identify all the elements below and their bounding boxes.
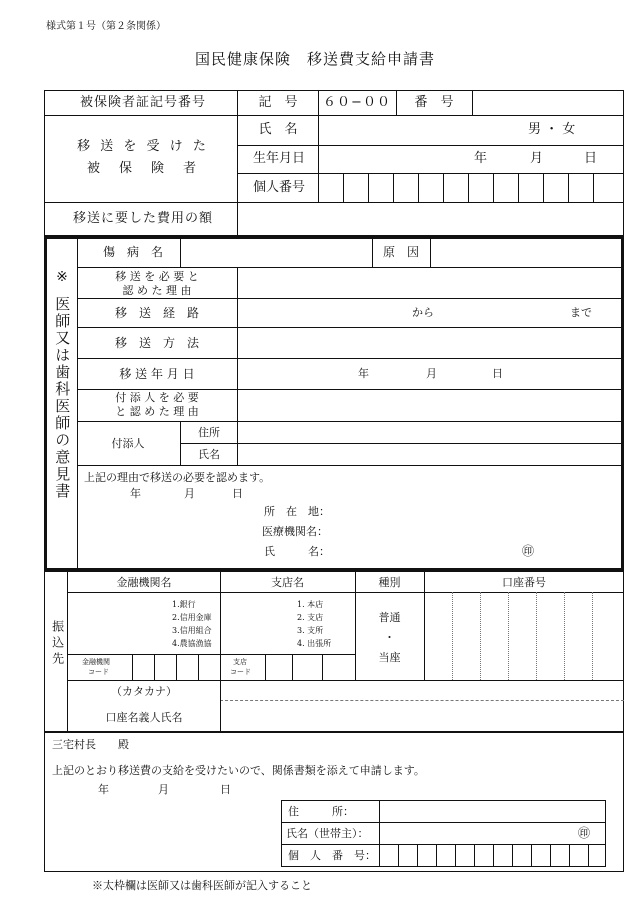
doctor-seal-mark: ㊞ [522, 544, 535, 558]
attendant-reason-1: 付 添 人 を 必 要 [115, 391, 199, 404]
branch-option-main: 1. 本店 [297, 600, 324, 609]
method-label: 移 送 方 法 [114, 336, 199, 350]
application-month: 月 [158, 783, 169, 796]
inst-option-shinkin: 2.信用金庫 [172, 613, 212, 622]
branch-option-agency: 4. 出張所 [297, 639, 332, 648]
inst-code-label-2: コード [88, 668, 109, 676]
transport-month: 月 [426, 367, 437, 380]
inst-option-bank: 1.銀行 [172, 600, 196, 609]
inst-option-shinkumi: 3.信用組合 [172, 626, 212, 635]
transfer-side-label: 振込先 [50, 620, 65, 668]
branch-code-label-1: 支店 [233, 658, 247, 666]
insured-person-label-1: 移 送 を 受 け た [77, 139, 209, 154]
application-statement: 上記のとおり移送費の支給を受けたいので、関係書類を添えて申請します。 [52, 764, 425, 777]
kigou-label: 記 号 [258, 95, 298, 110]
disease-label: 傷 病 名 [102, 245, 163, 259]
dob-year: 年 [474, 151, 488, 166]
transport-cost-label: 移送に要した費用の額 [72, 211, 213, 226]
branch-code-label-2: コード [230, 668, 251, 676]
applicant-mynumber-label: 個 人 番 号： [288, 849, 376, 862]
facility-location-label: 所 在 地： [264, 505, 330, 518]
statement-day: 日 [232, 487, 243, 500]
applicant-address-label: 住 所： [288, 805, 354, 818]
bangou-label: 番 号 [414, 95, 454, 110]
cause-label: 原 因 [382, 245, 419, 259]
attendant-label: 付添人 [111, 437, 145, 450]
route-label: 移 送 経 路 [114, 306, 199, 320]
type-option-futsu: 普通 [378, 611, 401, 624]
account-type-header: 種別 [378, 576, 401, 589]
statement-year: 年 [130, 487, 141, 500]
type-option-dot: ・ [384, 631, 395, 644]
mynumber-label: 個人番号 [252, 180, 305, 195]
dob-day: 日 [584, 151, 598, 166]
inst-option-nokyo: 4.農協漁協 [172, 639, 212, 648]
asterisk-mark: ※ [56, 269, 68, 285]
type-option-toza: 当座 [378, 651, 401, 664]
branch-name-header: 支店名 [271, 576, 304, 589]
transport-date-label: 移 送 年 月 日 [119, 367, 195, 381]
reason-label-1: 移 送 を 必 要 と [115, 270, 199, 283]
footnote: ※太枠欄は医師又は歯科医師が記入すること [92, 879, 312, 892]
form-number: 様式第１号（第２条関係） [46, 21, 166, 32]
doctor-opinion-side-label: 医師又は歯科医師の意見書 [53, 296, 72, 500]
attendant-name-label: 氏名 [198, 448, 220, 461]
applicant-seal-mark: ㊞ [578, 826, 591, 840]
applicant-head-label: 氏名（世帯主）： [286, 827, 369, 840]
transport-day: 日 [492, 367, 503, 380]
account-holder-label: 口座名義人氏名 [105, 711, 183, 724]
name-label: 氏 名 [258, 122, 298, 137]
route-from: から [412, 306, 434, 319]
doctor-name-label: 氏 名： [264, 545, 330, 558]
cert-number-label: 被保険者証記号番号 [79, 95, 206, 110]
form-title: 国民健康保険 移送費支給申請書 [194, 50, 435, 68]
bank-section [44, 571, 624, 732]
inst-code-label-1: 金融機関 [82, 658, 110, 666]
attendant-reason-2: と 認 め た 理 由 [115, 405, 199, 418]
branch-option-office: 3. 支所 [297, 626, 324, 635]
kigou-value: ６０−００ [323, 95, 391, 110]
dob-month: 月 [530, 151, 544, 166]
doctor-statement: 上記の理由で移送の必要を認めます。 [84, 471, 271, 484]
route-to: まで [570, 306, 592, 319]
insured-person-label-2: 被 保 険 者 [86, 161, 199, 176]
facility-name-label: 医療機関名： [262, 525, 328, 538]
application-year: 年 [98, 783, 109, 796]
kana-label: （カタカナ） [111, 685, 177, 698]
addressee: 三宅村長 殿 [52, 738, 129, 751]
statement-month: 月 [184, 487, 195, 500]
transport-year: 年 [358, 367, 369, 380]
gender-options: 男 ・ 女 [528, 122, 576, 137]
attendant-address-label: 住所 [198, 426, 220, 439]
branch-option-branch: 2. 支店 [297, 613, 324, 622]
dob-label: 生年月日 [252, 151, 305, 166]
account-number-header: 口座番号 [502, 576, 546, 589]
reason-label-2: 認 め た 理 由 [122, 284, 192, 297]
application-day: 日 [220, 783, 231, 796]
bank-name-header: 金融機関名 [116, 576, 172, 589]
